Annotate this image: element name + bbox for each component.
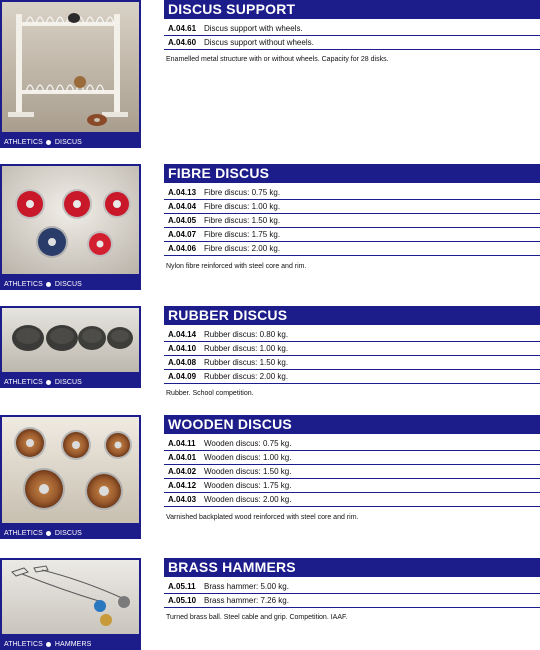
list-item xyxy=(164,451,540,465)
product-description: Fibre discus: 0.75 kg. xyxy=(204,188,281,197)
product-code: A.04.03 xyxy=(168,495,197,504)
product-description: Rubber discus: 2.00 kg. xyxy=(204,372,289,381)
product-description: Wooden discus: 1.50 kg. xyxy=(204,467,292,476)
section-note: Turned brass ball. Steel cable and grip. Competition. IAAF. xyxy=(166,614,348,621)
product-list xyxy=(164,580,540,608)
list-item xyxy=(164,342,540,356)
section-title: FIBRE DISCUS xyxy=(164,164,540,183)
list-item xyxy=(164,228,540,242)
wooden-discus-image xyxy=(2,417,139,523)
list-item xyxy=(164,594,540,608)
product-code: A.04.13 xyxy=(168,188,197,197)
section-title: DISCUS SUPPORT xyxy=(164,0,540,19)
product-code: A.04.08 xyxy=(168,358,197,367)
discus-rack-image xyxy=(2,2,139,132)
product-code: A.04.60 xyxy=(168,38,197,47)
photo-caption: ATHLETICS DISCUS xyxy=(4,139,82,146)
list-item xyxy=(164,328,540,342)
section-brass-hammers xyxy=(0,558,540,650)
product-description: Brass hammer: 5.00 kg. xyxy=(204,582,289,591)
section-discus-support xyxy=(0,0,540,150)
photo-caption: ATHLETICS HAMMERS xyxy=(4,641,92,648)
product-description: Fibre discus: 2.00 kg. xyxy=(204,244,281,253)
product-code: A.04.12 xyxy=(168,481,197,490)
section-note: Nylon fibre reinforced with steel core and rim. xyxy=(166,263,307,270)
rubber-discus-image xyxy=(2,308,139,372)
list-item xyxy=(164,479,540,493)
section-note: Rubber. School competition. xyxy=(166,390,254,397)
brass-hammers-image xyxy=(2,560,139,634)
product-photo xyxy=(0,415,141,539)
product-list xyxy=(164,22,540,50)
product-code: A.04.02 xyxy=(168,467,197,476)
product-description: Fibre discus: 1.50 kg. xyxy=(204,216,281,225)
product-description: Wooden discus: 1.75 kg. xyxy=(204,481,292,490)
product-code: A.04.14 xyxy=(168,330,197,339)
photo-caption: ATHLETICS DISCUS xyxy=(4,281,82,288)
product-code: A.04.07 xyxy=(168,230,197,239)
product-description: Wooden discus: 2.00 kg. xyxy=(204,495,292,504)
product-photo xyxy=(0,0,141,148)
list-item xyxy=(164,36,540,50)
photo-caption: ATHLETICS DISCUS xyxy=(4,530,82,537)
product-description: Brass hammer: 7.26 kg. xyxy=(204,596,289,605)
product-description: Wooden discus: 1.00 kg. xyxy=(204,453,292,462)
list-item xyxy=(164,214,540,228)
section-title: WOODEN DISCUS xyxy=(164,415,540,434)
section-wooden-discus xyxy=(0,415,540,543)
section-note: Enamelled metal structure with or without wheels. Capacity for 28 disks. xyxy=(166,56,389,63)
product-description: Wooden discus: 0.75 kg. xyxy=(204,439,292,448)
section-fibre-discus xyxy=(0,164,540,292)
photo-caption: ATHLETICS DISCUS xyxy=(4,379,82,386)
product-code: A.04.61 xyxy=(168,24,197,33)
product-photo xyxy=(0,558,141,650)
list-item xyxy=(164,493,540,507)
product-description: Rubber discus: 1.50 kg. xyxy=(204,358,289,367)
product-code: A.05.10 xyxy=(168,596,197,605)
list-item xyxy=(164,370,540,384)
section-title: BRASS HAMMERS xyxy=(164,558,540,577)
product-code: A.04.11 xyxy=(168,439,196,448)
product-code: A.04.01 xyxy=(168,453,197,462)
product-photo xyxy=(0,164,141,290)
list-item xyxy=(164,465,540,479)
section-title: RUBBER DISCUS xyxy=(164,306,540,325)
product-code: A.04.09 xyxy=(168,372,197,381)
product-description: Discus support with wheels. xyxy=(204,24,303,33)
section-note: Varnished backplated wood reinforced with steel core and rim. xyxy=(166,514,359,521)
product-description: Fibre discus: 1.00 kg. xyxy=(204,202,281,211)
product-list xyxy=(164,186,540,256)
product-description: Rubber discus: 0.80 kg. xyxy=(204,330,289,339)
list-item xyxy=(164,580,540,594)
product-description: Discus support without wheels. xyxy=(204,38,314,47)
product-code: A.05.11 xyxy=(168,582,196,591)
product-list xyxy=(164,328,540,384)
product-description: Fibre discus: 1.75 kg. xyxy=(204,230,281,239)
product-description: Rubber discus: 1.00 kg. xyxy=(204,344,289,353)
product-code: A.04.05 xyxy=(168,216,197,225)
section-rubber-discus xyxy=(0,306,540,398)
product-code: A.04.06 xyxy=(168,244,197,253)
fibre-discus-image xyxy=(2,166,139,274)
product-code: A.04.04 xyxy=(168,202,197,211)
list-item xyxy=(164,22,540,36)
list-item xyxy=(164,356,540,370)
product-code: A.04.10 xyxy=(168,344,197,353)
list-item xyxy=(164,200,540,214)
product-photo xyxy=(0,306,141,388)
product-list xyxy=(164,437,540,507)
list-item xyxy=(164,437,540,451)
list-item xyxy=(164,186,540,200)
list-item xyxy=(164,242,540,256)
